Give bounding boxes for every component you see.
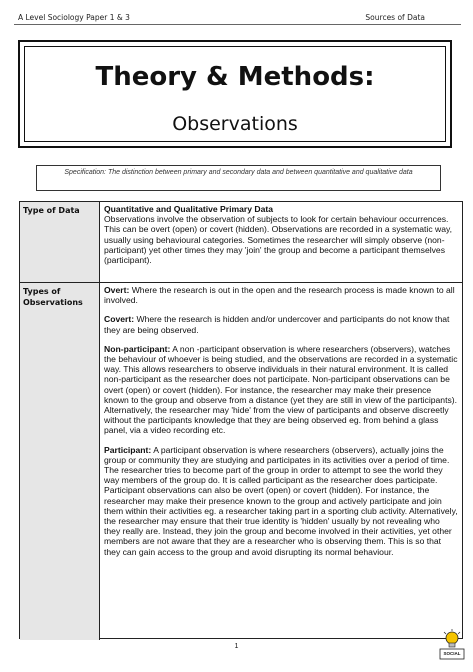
row-label-cell xyxy=(20,283,100,640)
non-participant-term: Non-participant: xyxy=(104,343,171,354)
row-body: Observations involve the observation of subjects to look for certain behaviour occurrences. This can be overt (open) or covert (hidden). Observations are recorded in a systematic way, usually using behavioural categories. Sometimes the researcher will simply observe (non-participant) yet other times they may 'join' the group and become a participant themselves (participant). xyxy=(104,214,453,266)
table-row xyxy=(20,202,462,283)
content-table xyxy=(19,201,463,639)
table-row xyxy=(20,283,462,640)
row-heading: Quantitative and Qualitative Primary Data xyxy=(104,204,274,214)
specification-box: Specification: The distinction between primary and secondary data and between quantitative and qualitative data xyxy=(36,165,441,191)
header-right: Sources of Data xyxy=(365,13,425,22)
overt-text: Where the research is out in the open and the research process is made known to all involved. xyxy=(104,285,455,306)
overt-term: Overt: xyxy=(104,285,130,295)
overt-paragraph xyxy=(104,285,458,305)
page-subtitle: Observations xyxy=(172,113,298,135)
participant-text: A participant observation is where researchers (observers), actually joins the group or community they are studying and participates in its activities over a period of time. The researcher tries to become part of the group in order to attempt to see the world they way members of the group do. It is called participant as the researcher does participate. Participant observations can also be overt (open) or covert (hidden). For instance, the researcher may make their presence known to the group and actively participate and join them within their activities eg. a researcher taking part in a sporting club activity. Alternatively, the researcher may ensure that their true identity is 'hidden' usually by not revealing who they really are. Instead, they join the group and become involved in their activities, yet other members are not aware that they are a researcher who is observing them. This is so that they can gain access to the group and avoid disrupting its normal behaviour. xyxy=(104,444,458,557)
row-content-cell xyxy=(104,285,458,566)
logo-label: SOCIAL xyxy=(443,651,461,656)
header-divider xyxy=(14,24,461,25)
row-label-type-of-data: Type of Data xyxy=(23,206,80,215)
page-number: 1 xyxy=(234,643,239,650)
page-title: Theory & Methods: xyxy=(95,62,375,92)
header-left: A Level Sociology Paper 1 & 3 xyxy=(18,13,130,22)
participant-paragraph xyxy=(104,445,458,557)
row-content-cell xyxy=(104,204,458,265)
non-participant-text: A non -participant observation is where researchers (observers), watches the behaviour of whoever is being studied, and the observations are recorded in a systematic way. This allows researchers to observe individuals in their natural environment. It is called non-participant as the researcher does not participate. Non-participant observations can be overt (open) or covert (hidden). For instance, the researcher may make their presence known to the group and observe from a distance (yet they are still in view of the participants). Alternatively, the researcher may 'hide' from the view of participants and observe discreetly without the participants knowledge that they are being observed eg. from behind a glass panel, via a video recording etc. xyxy=(104,343,458,436)
covert-paragraph xyxy=(104,314,458,334)
row-label-cell xyxy=(20,202,100,282)
title-box xyxy=(18,40,452,148)
covert-term: Covert: xyxy=(104,314,135,325)
covert-text: Where the research is hidden and/or undercover and participants do not know that they are being observed. xyxy=(104,314,450,335)
non-participant-paragraph xyxy=(104,344,458,436)
participant-term: Participant: xyxy=(104,444,152,455)
row-label-types-of-observations: Types of Observations xyxy=(23,287,83,307)
